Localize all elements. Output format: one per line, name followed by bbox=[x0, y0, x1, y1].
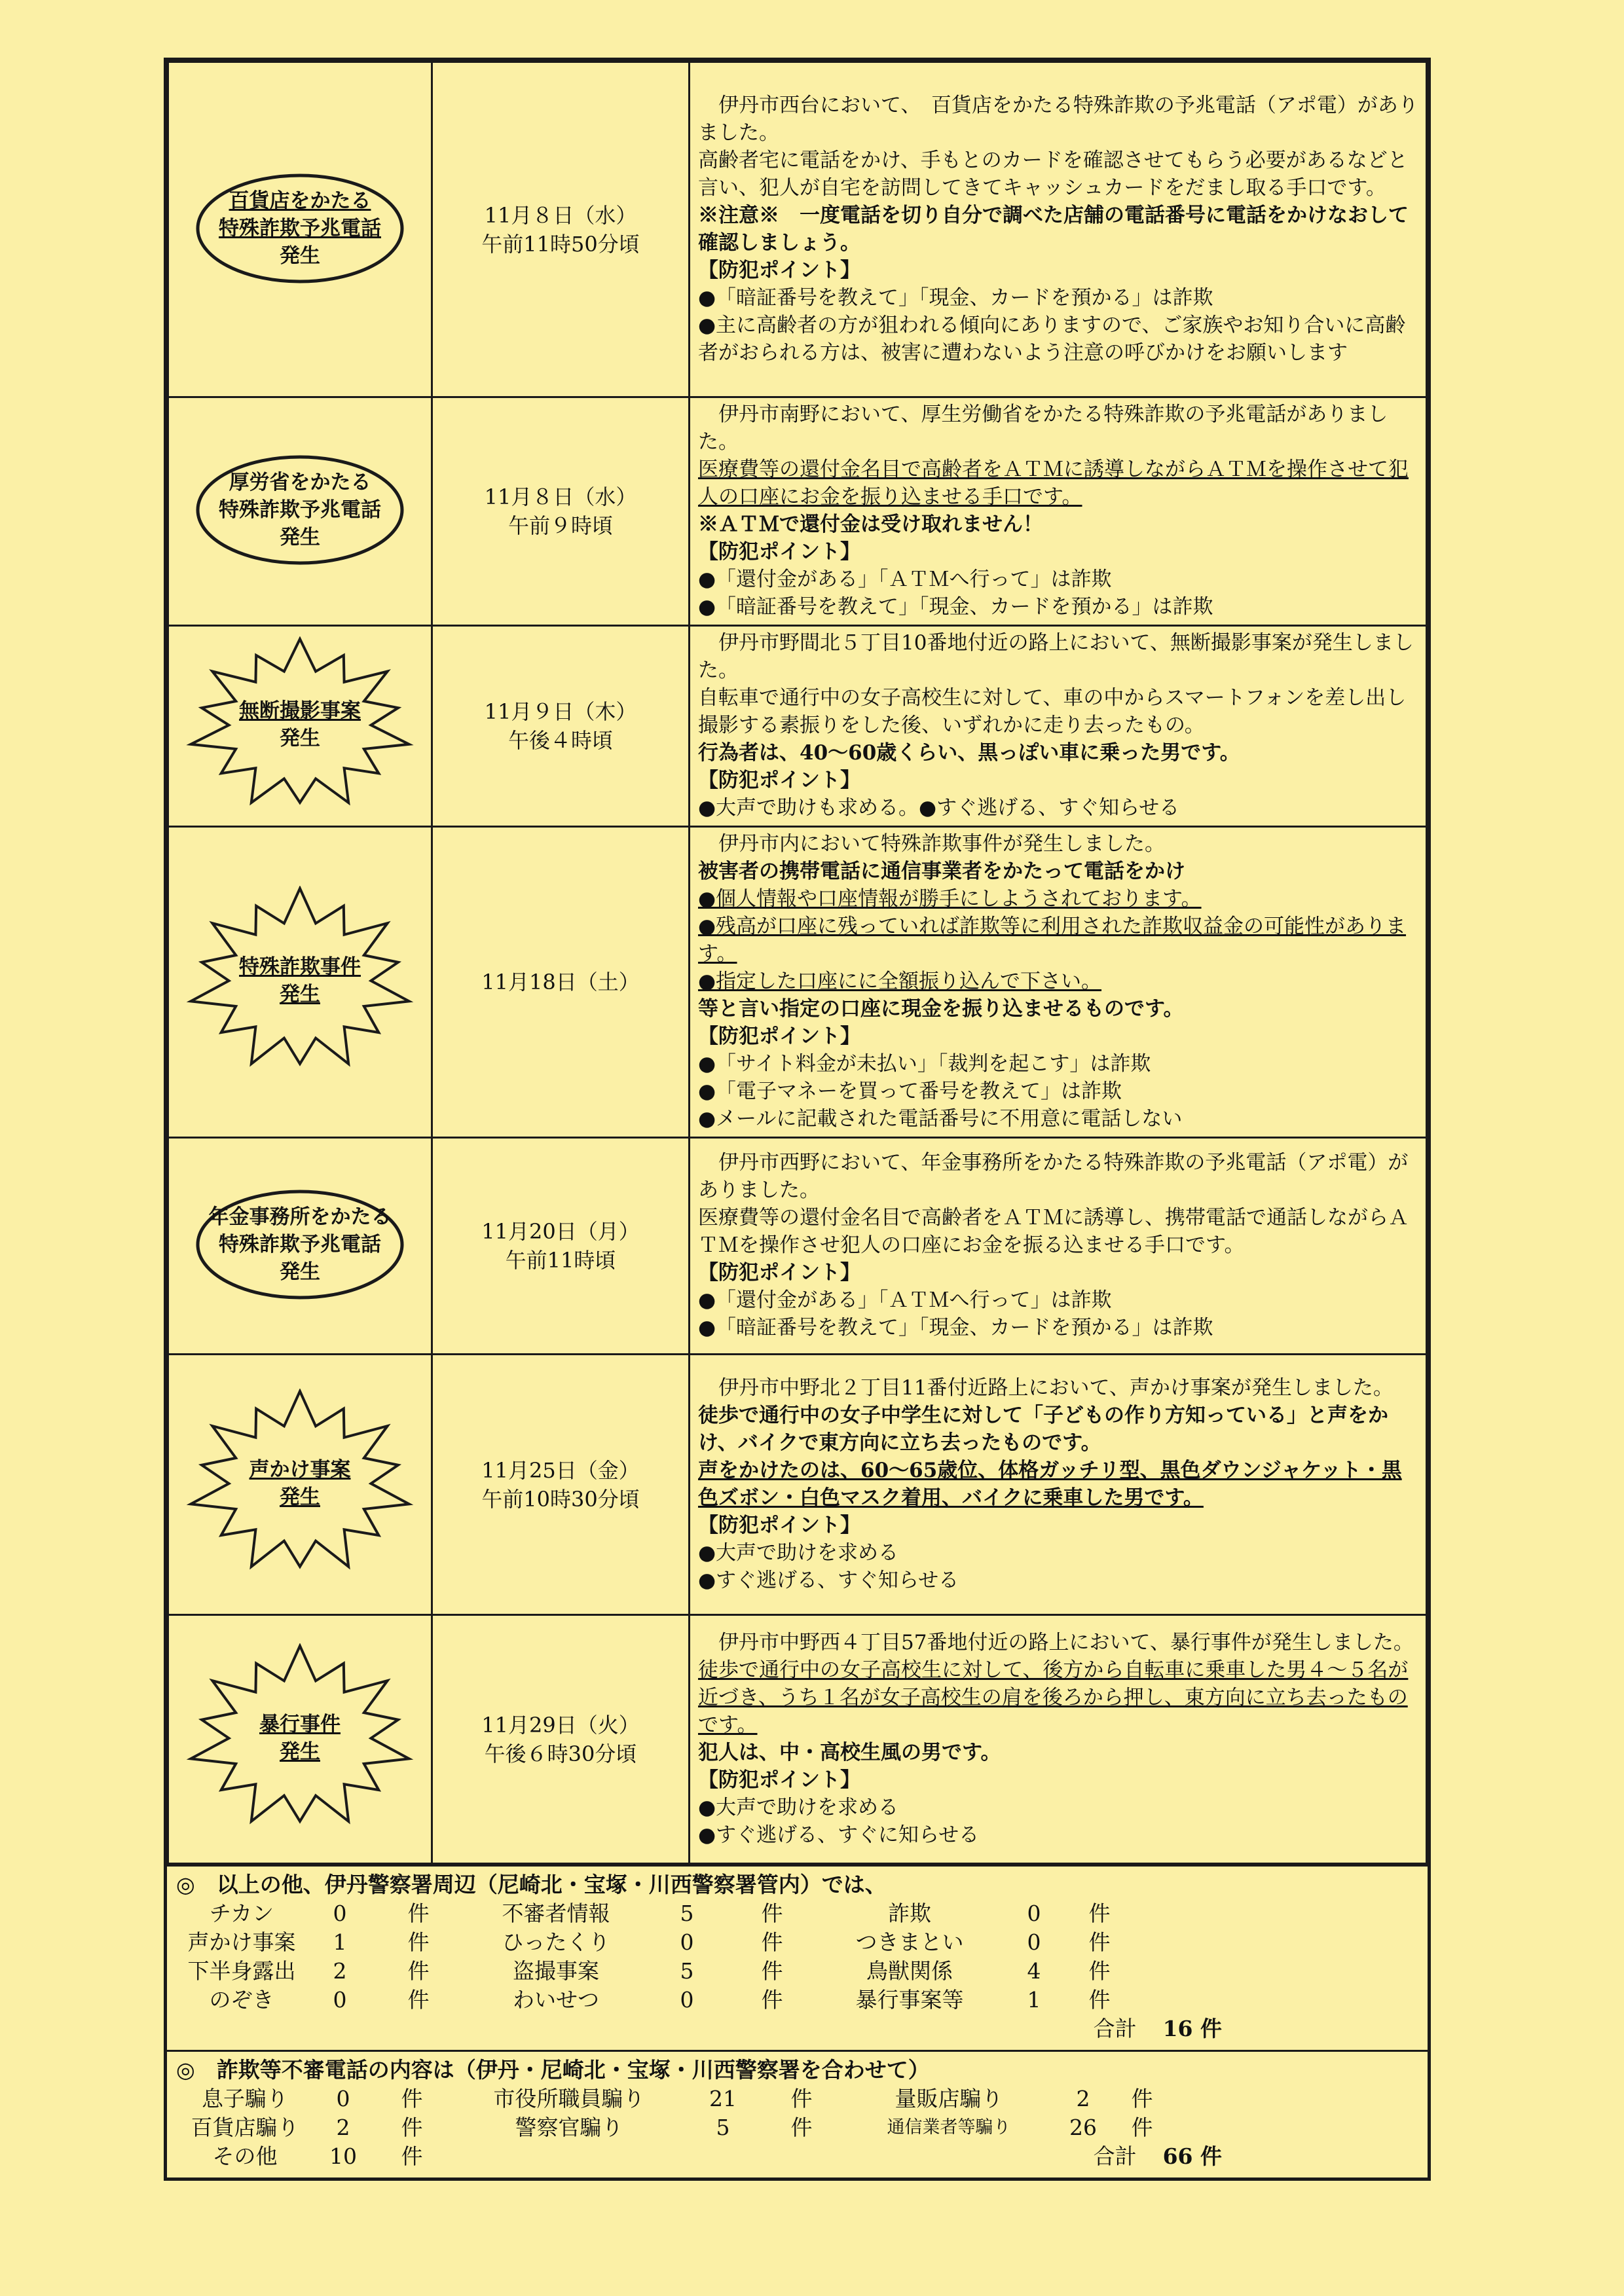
description-text: 犯人は、中・高校生風の男です。 bbox=[698, 1740, 1001, 1764]
stat-count: 2 bbox=[1076, 2086, 1090, 2111]
incident-time: 午前11時50分頃 bbox=[481, 231, 640, 257]
badge-label-line: 発生 bbox=[280, 1485, 320, 1509]
badge-label-line: 発生 bbox=[280, 983, 320, 1006]
prevention-point: ●主に高齢者の方が狙われる傾向にありますので、ご家族やお知り合いに高齢者がおられる方は、被害に遭わないよう注意の呼びかけをお願いします bbox=[698, 313, 1406, 365]
stat-count: 0 bbox=[333, 1901, 347, 1926]
prevention-point: ●残高が口座に残っていれば詐欺等に利用された詐欺収益金の可能性があります。 bbox=[698, 915, 1407, 966]
stat-count: 26 bbox=[1069, 2115, 1097, 2140]
stat-unit: 件 bbox=[761, 1929, 783, 1955]
fraud-call-statistics bbox=[167, 2050, 1428, 2178]
stat-unit: 件 bbox=[1088, 1958, 1111, 1984]
stat-category: 通信業者等騙り bbox=[887, 2117, 1011, 2138]
description-text: 声をかけたのは、60～65歳位、体格ガッチリ型、黒色ダウンジャケット・黒色ズボン・白色マスク着用、バイクに乗車した男です。 bbox=[698, 1458, 1402, 1510]
stat-category: 市役所職員騙り bbox=[493, 2086, 645, 2111]
incident-datetime-cell bbox=[432, 62, 690, 397]
description-text: 徒歩で通行中の女子中学生に対して「子どもの作り方知っている」と声をかけ、バイクで東方向に立ち去ったものです。 bbox=[698, 1403, 1388, 1455]
stat-unit: 件 bbox=[790, 2115, 813, 2140]
stat-count: 10 bbox=[329, 2143, 357, 2169]
stat-unit: 件 bbox=[401, 2086, 423, 2111]
stat-category: 詐欺 bbox=[888, 1901, 931, 1926]
stat-unit: 件 bbox=[1088, 1987, 1111, 2013]
stat-category: わいせつ bbox=[513, 1987, 599, 2013]
oval-badge bbox=[195, 173, 405, 284]
prevention-point: ●「還付金がある」「ＡＴＭへ行って」は詐欺 bbox=[698, 568, 1112, 591]
incident-row bbox=[168, 397, 1427, 626]
incident-date: 11月29日（火） bbox=[481, 1712, 640, 1738]
incident-description-cell bbox=[690, 1138, 1427, 1355]
incident-datetime-cell bbox=[432, 626, 690, 827]
description-text: 等と言い指定の口座に現金を振り込ませるものです。 bbox=[698, 997, 1184, 1021]
description-text: 被害者の携帯電話に通信事業者をかたって電話をかけ bbox=[698, 860, 1185, 883]
incident-time: 午前11時頃 bbox=[505, 1248, 616, 1273]
badge-label-line: 特殊詐欺予兆電話 bbox=[219, 498, 381, 522]
stat-count: 1 bbox=[1027, 1987, 1041, 2013]
area-statistics bbox=[167, 1865, 1428, 2050]
incident-date: 11月８日（水） bbox=[484, 484, 637, 509]
stat-category: チカン bbox=[209, 1901, 274, 1926]
prevention-point: ●「暗証番号を教えて」「現金、カードを預かる」は詐欺 bbox=[698, 595, 1213, 619]
badge-label-line: 特殊詐欺予兆電話 bbox=[219, 1233, 381, 1256]
area-statistics-heading: ◎ 以上の他、伊丹警察署周辺（尼崎北・宝塚・川西警察署管内）では、 bbox=[176, 1872, 887, 1897]
badge-label-line: 特殊詐欺事件 bbox=[239, 955, 361, 979]
stat-unit: 件 bbox=[407, 1901, 430, 1926]
stat-unit: 件 bbox=[407, 1958, 430, 1984]
incident-badge-cell bbox=[168, 1138, 432, 1355]
description-text: 医療費等の還付金名目で高齢者をＡＴＭに誘導しながらＡＴＭを操作させて犯人の口座にお金を振り込ませる手口です。 bbox=[698, 458, 1409, 509]
prevention-point: ●大声で助けを求める bbox=[698, 1540, 899, 1565]
prevention-point: ●「サイト料金が未払い」「裁判を起こす」は詐欺 bbox=[698, 1052, 1151, 1076]
prevention-point: ●大声で助けを求める bbox=[698, 1795, 899, 1819]
incident-date: 11月20日（月） bbox=[481, 1219, 640, 1244]
incident-badge-cell bbox=[168, 626, 432, 827]
description-text: ※注意※ 一度電話を切り自分で調べた店舗の電話番号に電話をかけなおして確認しましょう。 bbox=[698, 203, 1409, 255]
stat-count: 5 bbox=[680, 1901, 694, 1926]
oval-badge bbox=[195, 454, 405, 566]
stat-count: 0 bbox=[336, 2086, 350, 2111]
stat-category: その他 bbox=[212, 2143, 278, 2169]
badge-label-line: 発生 bbox=[280, 244, 320, 268]
incident-description-cell bbox=[690, 626, 1427, 827]
stat-unit: 件 bbox=[761, 1901, 783, 1926]
stat-count: 2 bbox=[336, 2115, 350, 2140]
badge-label-line: 発生 bbox=[280, 727, 320, 750]
stat-count: 4 bbox=[1027, 1958, 1041, 1984]
total-value: 66 件 bbox=[1162, 2143, 1222, 2169]
stat-unit: 件 bbox=[1131, 2115, 1153, 2140]
badge-label-line: 声かけ事案 bbox=[249, 1457, 351, 1482]
stat-category: 量販店騙り bbox=[895, 2086, 1003, 2111]
stat-category: 不審者情報 bbox=[502, 1901, 610, 1926]
total-value: 16 件 bbox=[1162, 2016, 1222, 2041]
incident-date: 11月８日（水） bbox=[484, 202, 637, 228]
description-text: 徒歩で通行中の女子高校生に対して、後方から自転車に乗車した男４～５名が近づき、うち１名が女子高校生の肩を後ろから押し、東方向に立ち去ったものです。 bbox=[698, 1658, 1409, 1737]
description-text: 高齢者宅に電話をかけ、手もとのカードを確認させてもらう必要があるなどと言い、犯人が自宅を訪問してきてキャッシュカードをだまし取る手口です。 bbox=[698, 148, 1408, 200]
description-text: 伊丹市西野において、年金事務所をかたる特殊詐欺の予兆電話（アポ電）がありました。 bbox=[698, 1151, 1409, 1202]
stat-category: ひったくり bbox=[502, 1929, 610, 1955]
incident-badge-cell bbox=[168, 397, 432, 626]
description-text: 伊丹市中野北２丁目11番付近路上において、声かけ事案が発生しました。 bbox=[718, 1376, 1393, 1400]
prevention-point: ●すぐ逃げる、すぐに知らせる bbox=[698, 1823, 980, 1847]
stat-category: 声かけ事案 bbox=[187, 1929, 296, 1955]
description-text: 医療費等の還付金名目で高齢者をＡＴＭに誘導し、携帯電話で通話しながらＡＴＭを操作させ犯人の口座にお金を振る込ませる手口です。 bbox=[698, 1206, 1409, 1257]
stat-unit: 件 bbox=[761, 1987, 783, 2013]
prevention-point: ●個人情報や口座情報が勝手にしようされております。 bbox=[698, 887, 1202, 911]
stat-count: 0 bbox=[1027, 1929, 1041, 1955]
badge-label-line: 年金事務所をかたる bbox=[208, 1205, 392, 1229]
incident-row bbox=[168, 626, 1427, 827]
stat-unit: 件 bbox=[407, 1987, 430, 2013]
stat-unit: 件 bbox=[790, 2086, 813, 2111]
stat-count: 5 bbox=[680, 1958, 694, 1984]
stat-count: 1 bbox=[333, 1929, 347, 1955]
stat-unit: 件 bbox=[401, 2115, 423, 2140]
crime-prevention-heading: 【防犯ポイント】 bbox=[698, 1025, 860, 1048]
area-statistics-total bbox=[176, 2014, 1418, 2043]
stat-count: 21 bbox=[709, 2086, 737, 2111]
badge-label-line: 発生 bbox=[280, 526, 320, 549]
starburst-badge bbox=[185, 886, 415, 1076]
crime-prevention-heading: 【防犯ポイント】 bbox=[698, 1513, 860, 1537]
stat-category: 息子騙り bbox=[202, 2086, 288, 2111]
incident-row bbox=[168, 1615, 1427, 1864]
prevention-point: ●指定した口座にに全額振り込んで下さい。 bbox=[698, 970, 1102, 993]
incident-description-cell bbox=[690, 827, 1427, 1138]
stat-count: 0 bbox=[1027, 1901, 1041, 1926]
incident-time: 午後４時頃 bbox=[507, 728, 613, 753]
incident-description-cell bbox=[690, 397, 1427, 626]
stat-unit: 件 bbox=[1088, 1929, 1111, 1955]
badge-label-line: 発生 bbox=[280, 1740, 320, 1764]
stat-category: 盗撮事案 bbox=[513, 1958, 599, 1984]
description-text: 伊丹市西台において、 百貨店をかたる特殊詐欺の予兆電話（アポ電）がありました。 bbox=[698, 93, 1418, 145]
incident-datetime-cell bbox=[432, 1615, 690, 1864]
stat-count: 0 bbox=[680, 1987, 694, 2013]
incident-row bbox=[168, 827, 1427, 1138]
badge-label-line: 百貨店をかたる bbox=[229, 189, 371, 213]
crime-prevention-heading: 【防犯ポイント】 bbox=[698, 258, 860, 282]
stat-count: 2 bbox=[333, 1958, 347, 1984]
incident-row bbox=[168, 62, 1427, 397]
total-label: 合計 bbox=[1093, 2016, 1137, 2041]
description-text: 伊丹市野間北５丁目10番地付近の路上において、無断撮影事案が発生しました。 bbox=[698, 631, 1414, 682]
stat-unit: 件 bbox=[1131, 2086, 1153, 2111]
incident-description-cell bbox=[690, 62, 1427, 397]
prevention-point: ●「還付金がある」「ＡＴＭへ行って」は詐欺 bbox=[698, 1288, 1112, 1312]
prevention-point: ●「暗証番号を教えて」「現金、カードを預かる」は詐欺 bbox=[698, 285, 1213, 310]
description-text: 伊丹市南野において、厚生労働省をかたる特殊詐欺の予兆電話がありました。 bbox=[698, 403, 1388, 454]
starburst-badge bbox=[185, 1389, 415, 1578]
stat-count: 0 bbox=[333, 1987, 347, 2013]
badge-label-line: 発生 bbox=[280, 1260, 320, 1284]
badge-label-line: 厚労省をかたる bbox=[229, 471, 371, 494]
description-text: 伊丹市内において特殊詐欺事件が発生しました。 bbox=[718, 832, 1165, 856]
description-text: 行為者は、40～60歳くらい、黒っぽい車に乗った男です。 bbox=[698, 741, 1240, 765]
incident-datetime-cell bbox=[432, 827, 690, 1138]
prevention-point: ●メールに記載された電話番号に不用意に電話しない bbox=[698, 1107, 1183, 1131]
stat-category: 下半身露出 bbox=[187, 1958, 296, 1984]
stat-unit: 件 bbox=[401, 2143, 423, 2169]
incident-badge-cell bbox=[168, 827, 432, 1138]
incident-description-cell bbox=[690, 1615, 1427, 1864]
incident-row bbox=[168, 1138, 1427, 1355]
stat-category: 百貨店騙り bbox=[191, 2115, 299, 2140]
description-text: 伊丹市中野西４丁目57番地付近の路上において、暴行事件が発生しました。 bbox=[718, 1630, 1414, 1654]
stat-category: 鳥獣関係 bbox=[866, 1958, 953, 1984]
prevention-point: ●大声で助けも求める。●すぐ逃げる、すぐ知らせる bbox=[698, 796, 1180, 820]
incident-row bbox=[168, 1355, 1427, 1615]
incident-report-sheet bbox=[164, 58, 1431, 2181]
stat-count: 5 bbox=[716, 2115, 730, 2140]
fraud-call-statistics-heading: ◎ 詐欺等不審電話の内容は（伊丹・尼崎北・宝塚・川西警察署を合わせて） bbox=[176, 2057, 930, 2083]
starburst-badge bbox=[185, 1643, 415, 1833]
stat-category: のぞき bbox=[209, 1987, 274, 2013]
crime-prevention-heading: 【防犯ポイント】 bbox=[698, 1261, 860, 1285]
incident-time: 午前10時30分頃 bbox=[481, 1486, 640, 1512]
crime-prevention-heading: 【防犯ポイント】 bbox=[698, 769, 860, 792]
badge-label-line: 特殊詐欺予兆電話 bbox=[219, 216, 381, 240]
incident-table bbox=[167, 61, 1428, 1865]
stat-category: つきまとい bbox=[855, 1929, 964, 1955]
total-label: 合計 bbox=[1093, 2143, 1137, 2169]
stat-unit: 件 bbox=[407, 1929, 430, 1955]
incident-datetime-cell bbox=[432, 1355, 690, 1615]
incident-badge-cell bbox=[168, 62, 432, 397]
incident-datetime-cell bbox=[432, 1138, 690, 1355]
prevention-point: ●「電子マネーを買って番号を教えて」は詐欺 bbox=[698, 1080, 1122, 1103]
badge-label-line: 無断撮影事案 bbox=[239, 699, 361, 723]
stat-category: 警察官騙り bbox=[515, 2115, 623, 2140]
incident-badge-cell bbox=[168, 1355, 432, 1615]
incident-date: 11月25日（金） bbox=[481, 1457, 640, 1483]
stat-unit: 件 bbox=[761, 1958, 783, 1984]
stat-unit: 件 bbox=[1088, 1901, 1111, 1926]
incident-time: 午後６時30分頃 bbox=[484, 1741, 637, 1766]
crime-prevention-heading: 【防犯ポイント】 bbox=[698, 540, 860, 564]
area-statistics-grid bbox=[176, 1899, 1418, 2014]
description-text: ※ＡＴＭで還付金は受け取れません！ bbox=[698, 513, 1043, 536]
starburst-badge bbox=[185, 636, 415, 814]
incident-date: 11月18日（土） bbox=[481, 970, 640, 994]
oval-badge bbox=[195, 1189, 405, 1300]
description-text: 自転車で通行中の女子高校生に対して、車の中からスマートフォンを差し出し撮影する素振りをした後、いずれかに走り去ったもの。 bbox=[698, 686, 1407, 737]
stat-count: 0 bbox=[680, 1929, 694, 1955]
prevention-point: ●すぐ逃げる、すぐ知らせる bbox=[698, 1568, 959, 1592]
crime-prevention-heading: 【防犯ポイント】 bbox=[698, 1768, 860, 1792]
incident-description-cell bbox=[690, 1355, 1427, 1615]
prevention-point: ●「暗証番号を教えて」「現金、カードを預かる」は詐欺 bbox=[698, 1316, 1213, 1339]
badge-label-line: 暴行事件 bbox=[259, 1712, 341, 1736]
incident-badge-cell bbox=[168, 1615, 432, 1864]
stat-category: 暴行事案等 bbox=[855, 1987, 964, 2013]
incident-datetime-cell bbox=[432, 397, 690, 626]
incident-date: 11月９日（木） bbox=[484, 699, 637, 724]
incident-time: 午前９時頃 bbox=[507, 513, 613, 538]
